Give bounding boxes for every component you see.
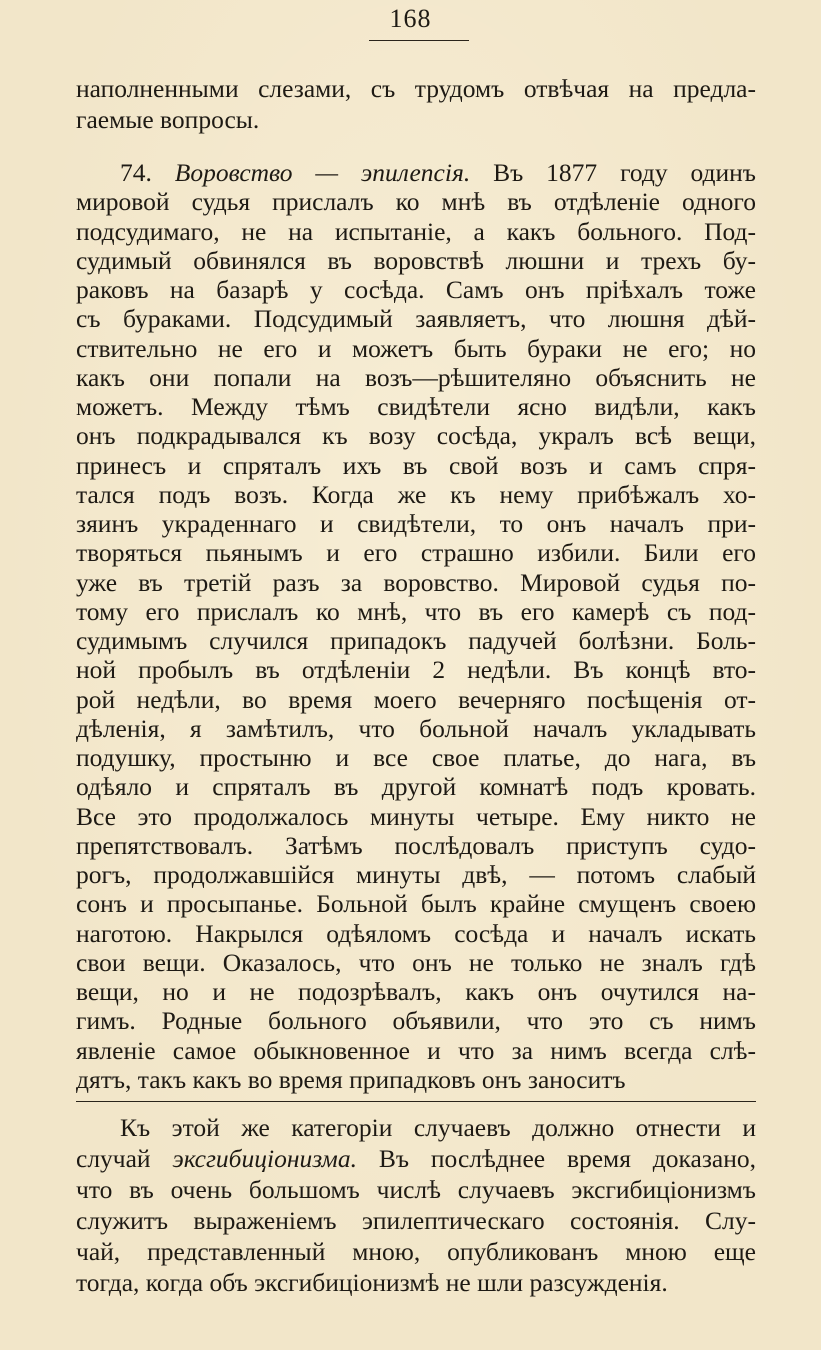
text-line: можетъ. Между тѣмъ свидѣтели ясно видѣли, какъ <box>76 392 756 421</box>
text-line: подушку, простыню и все свое платье, до нага, въ <box>76 743 756 772</box>
case-first-line-rest: Въ 1877 году одинъ <box>493 158 756 187</box>
text-line: наготою. Накрылся одѣяломъ сосѣда и началъ искать <box>76 919 756 948</box>
text-line: Все это продолжалось минуты четыре. Ему никто не <box>76 802 756 831</box>
text-line: чай, представленный мною, опубликованъ мною еще <box>76 1237 756 1266</box>
text-line: наполненными слезами, съ трудомъ отвѣчая на предла- <box>76 74 756 103</box>
text-line: судимый обвинялся въ воровствѣ люшни и трехъ бу- <box>76 246 756 275</box>
text-span: случай <box>76 1144 151 1173</box>
text-line: что въ очень большомъ числѣ случаевъ эксгибиціонизмъ <box>76 1175 756 1204</box>
text-line: творяться пьянымъ и его страшно избили. Били его <box>76 538 756 567</box>
text-line: явленіе самое обыкновенное и что за нимъ всегда слѣ- <box>76 1036 756 1065</box>
text-line: судимымъ случился припадокъ падучей болѣзни. Боль- <box>76 626 756 655</box>
text-line: мировой судья прислалъ ко мнѣ въ отдѣленіе одного <box>76 187 756 216</box>
text-line: тогда, когда объ эксгибиціонизмѣ не шли разсужденія. <box>76 1268 668 1297</box>
header-rule <box>369 40 469 41</box>
text-line: дятъ, такъ какъ во время припадковъ онъ заноситъ <box>76 1065 626 1094</box>
text-line: одѣяло и спряталъ въ другой комнатѣ подъ кровать. <box>76 772 756 801</box>
italic-term: эксгибиціонизма. <box>172 1144 357 1173</box>
text-line: служитъ выраженіемъ эпилептическаго состоянія. Слу- <box>76 1206 756 1235</box>
text-line: дѣленія, я замѣтилъ, что больной началъ укладывать <box>76 714 756 743</box>
text-line: подсудимаго, не на испытаніе, а какъ больного. Под- <box>76 217 756 246</box>
text-line: гимъ. Родные больного объявили, что это съ нимъ <box>76 1006 756 1035</box>
text-line: свои вещи. Оказалось, что онъ не только не зналъ гдѣ <box>76 948 756 977</box>
page-number: 168 <box>389 4 432 33</box>
text-line: рой недѣли, во время моего вечерняго посѣщенія от- <box>76 685 756 714</box>
text-line: препятствовалъ. Затѣмъ послѣдовалъ приступъ судо- <box>76 831 756 860</box>
case-number: 74. <box>120 158 152 187</box>
case-title: Воровство — эпилепсія. <box>174 158 471 187</box>
text-line: тался подъ возъ. Когда же къ нему прибѣжалъ хо- <box>76 480 756 509</box>
text-line: принесъ и спряталъ ихъ въ свой возъ и самъ спря- <box>76 451 756 480</box>
text-line: съ бураками. Подсудимый заявляетъ, что люшня дѣй- <box>76 304 756 333</box>
text-line: Къ этой же категоріи случаевъ должно отнести и <box>120 1113 756 1142</box>
text-line: ной пробылъ въ отдѣленіи 2 недѣли. Въ концѣ вто- <box>76 655 756 684</box>
text-span: Въ послѣднее время доказано, <box>378 1144 757 1173</box>
text-line: гаемые вопросы. <box>76 105 260 134</box>
text-line: тому его прислалъ ко мнѣ, что въ его камерѣ съ под- <box>76 597 756 626</box>
text-line: вещи, но и не подозрѣвалъ, какъ онъ очутился на- <box>76 977 756 1006</box>
text-line: зяинъ украденнаго и свидѣтели, то онъ началъ при- <box>76 509 756 538</box>
text-line: онъ подкрадывался къ возу сосѣда, укралъ всѣ вещи, <box>76 421 756 450</box>
text-line: рогъ, продолжавшійся минуты двѣ, — потомъ слабый <box>76 860 756 889</box>
text-line: раковъ на базарѣ у сосѣда. Самъ онъ пріѣхалъ тоже <box>76 275 756 304</box>
section-divider <box>76 1101 756 1102</box>
text-line: сонъ и просыпанье. Больной былъ крайне смущенъ своею <box>76 889 756 918</box>
case-heading-line <box>120 158 756 188</box>
text-line: ствительно не его и можетъ быть бураки не его; но <box>76 334 756 363</box>
text-line: какъ они попали на возъ—рѣшителяно объяснить не <box>76 363 756 392</box>
text-line <box>76 1144 756 1174</box>
text-line: уже въ третій разъ за воровство. Мировой судья по- <box>76 568 756 597</box>
